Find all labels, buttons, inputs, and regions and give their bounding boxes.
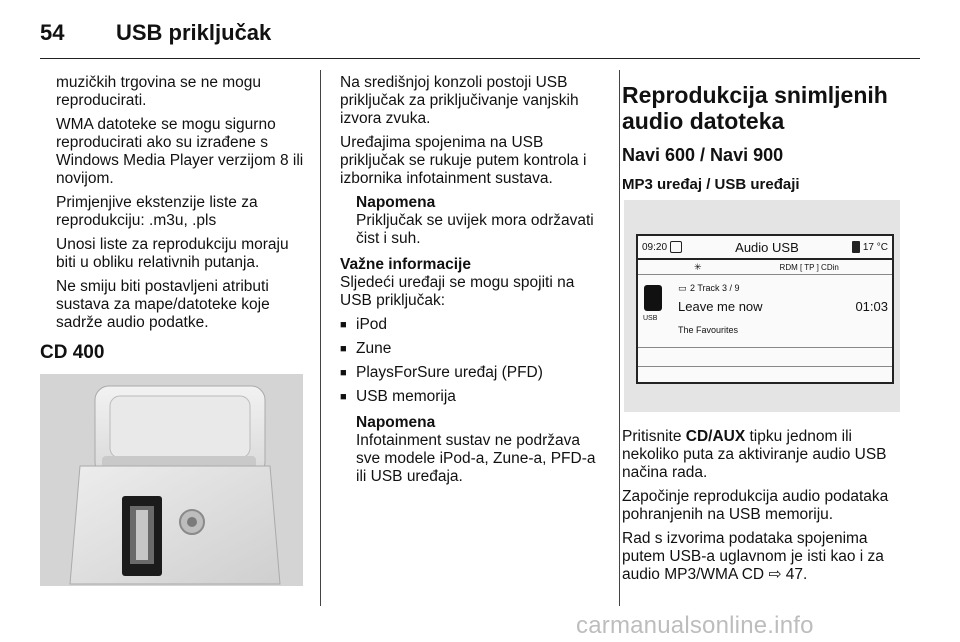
note-block <box>340 194 604 248</box>
paragraph: WMA datoteke se mogu sigurno reproducirati ako su izrađene s Windows Media Player verzijom 8 ili novijom. <box>56 116 304 187</box>
list-item: ■ Zune <box>340 340 604 358</box>
screen-footer <box>638 348 892 367</box>
usb-source-icon <box>644 285 662 311</box>
section-title: Reprodukcija snimljenih audio datoteka <box>622 82 888 134</box>
paragraph <box>622 530 912 584</box>
page-number: 54 <box>40 20 65 45</box>
text-run: tipku jednom ili nekoliko puta za aktiviranje audio USB načina rada. <box>622 428 887 481</box>
paragraph: Unosi liste za reprodukciju moraju biti u obliku relativnih putanja. <box>56 236 289 271</box>
watermark: carmanualsonline.info <box>576 612 814 639</box>
usb-port-illustration <box>40 374 303 586</box>
header-divider <box>40 58 920 59</box>
screen-title: Audio USB <box>735 239 799 255</box>
paragraph: Primjenjive ekstenzije liste za reprodukciju: .m3u, .pls <box>56 194 258 229</box>
column-divider <box>320 70 321 606</box>
paragraph: Na središnjoj konzoli postoji USB priključak za priključivanje vanjskih izvora zvuka. <box>340 74 579 127</box>
paragraph: Uređajima spojenima na USB priključak se rukuje putem kontrola i izbornika infotainment sustava. <box>340 134 587 187</box>
note-text: Infotainment sustav ne podržava sve modele iPod-a, Zune-a, PFD-a ili USB uređaja. <box>356 432 596 485</box>
folder-icon: ▭ <box>678 283 687 293</box>
subsection-title: Navi 600 / Navi 900 <box>622 145 784 165</box>
elapsed-time: 01:03 <box>855 299 888 314</box>
note-title: Napomena <box>356 194 436 211</box>
page-title: USB priključak <box>116 20 272 45</box>
page-header <box>40 18 271 48</box>
bluetooth-icon: ✳ <box>694 261 702 272</box>
paragraph: Započinje reprodukcija audio podataka pohranjenih na USB memoriju. <box>622 488 889 523</box>
track-panel <box>638 275 892 348</box>
screen-header <box>638 236 892 260</box>
phone-icon <box>852 241 860 253</box>
note-text: Priključak se uvijek mora održavati čist i suh. <box>356 212 594 247</box>
source-label: USB <box>643 315 658 322</box>
section-heading: CD 400 <box>40 342 105 363</box>
column-3-text <box>622 428 912 590</box>
column-1 <box>40 74 306 374</box>
paragraph <box>622 428 912 482</box>
note-block <box>340 414 604 486</box>
paragraph: Sljedeći uređaji se mogu spojiti na USB priključak: <box>340 274 575 309</box>
text-run: Pritisnite <box>622 428 686 445</box>
column-2 <box>340 74 604 492</box>
paragraph: muzičkih trgovina se ne mogu reproducirati. <box>56 74 262 109</box>
text-run: Rad s izvorima podataka spojenima putem USB-a uglavnom je isti kao i za audio MP3/WMA CD <box>622 530 884 583</box>
status-bar <box>638 260 892 275</box>
cd-aux-button-ref: CD/AUX <box>685 428 746 445</box>
paragraph: Ne smiju biti postavljeni atributi sustava za mape/datoteke koje sadrže audio podatke. <box>56 278 270 331</box>
column-3 <box>622 78 912 206</box>
important-title: Važne informacije <box>340 256 471 273</box>
usb-port-photo <box>40 374 303 586</box>
song-title: Leave me now <box>678 299 763 314</box>
device-list <box>340 316 604 406</box>
temperature: 17 °C <box>862 241 888 253</box>
column-divider <box>619 70 620 606</box>
status-indicators: RDM [ TP ] CDin <box>779 262 839 272</box>
subsubsection-title: MP3 uređaj / USB uređaji <box>622 176 800 193</box>
page-reference-link[interactable]: ⇨ 47. <box>768 566 808 583</box>
list-item: ■ USB memorija <box>340 388 604 406</box>
track-info: 2 Track 3 / 9 <box>690 283 740 293</box>
display-screen <box>636 234 894 384</box>
list-item: ■ iPod <box>340 316 604 334</box>
infotainment-screenshot <box>624 200 900 412</box>
clock: 09:20 <box>642 241 668 253</box>
note-title: Napomena <box>356 414 436 431</box>
list-item: ■ PlaysForSure uređaj (PFD) <box>340 364 604 382</box>
artist-name: The Favourites <box>678 325 739 335</box>
clock-icon <box>670 241 682 253</box>
